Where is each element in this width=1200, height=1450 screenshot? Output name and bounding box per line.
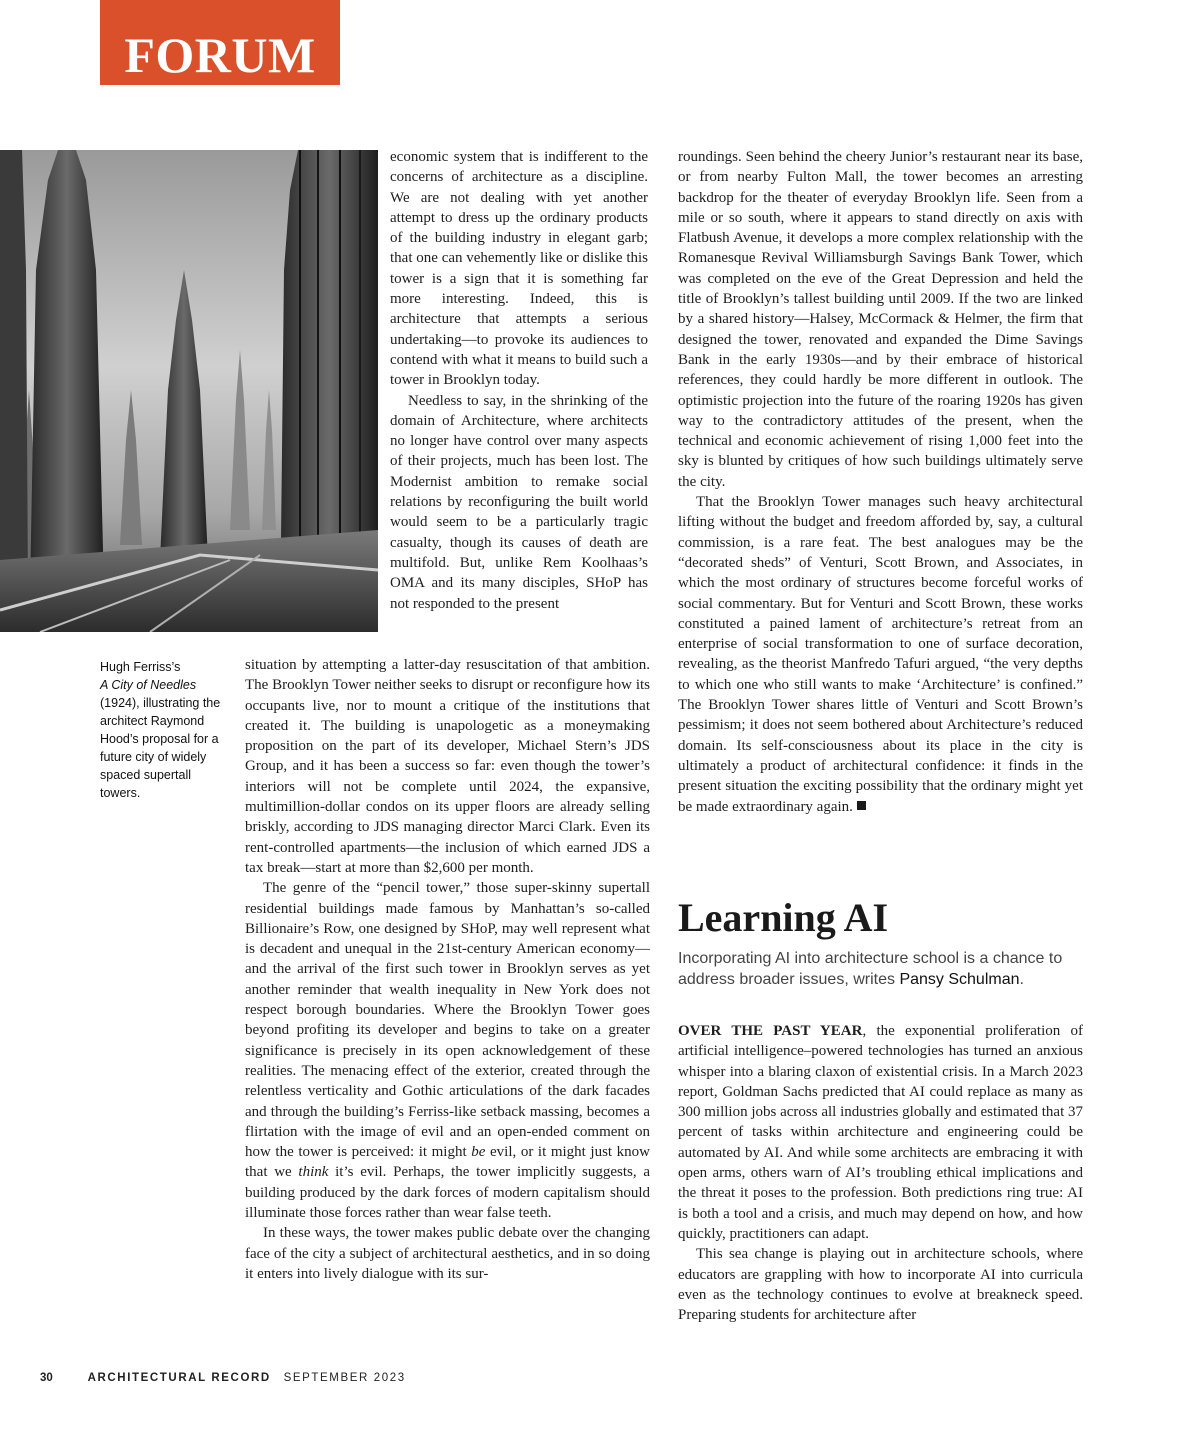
- article-column-1-top: [390, 147, 648, 614]
- article-paragraph: [245, 878, 650, 1223]
- article-column-2-bottom: [678, 1021, 1083, 1325]
- lead-in: OVER THE PAST YEAR: [678, 1023, 863, 1039]
- magazine-name: ARCHITECTURAL RECORD: [87, 1372, 271, 1384]
- article-author: Pansy Schulman: [899, 971, 1020, 988]
- article-paragraph: This sea change is playing out in architecture schools, where educators are grappling with how to incorporate AI into curricula even as the technology continues to evolve at breakneck speed. Preparing students for architecture after: [678, 1246, 1083, 1324]
- page-footer: [40, 1372, 406, 1384]
- article-deck: [678, 948, 1088, 990]
- deck-text: Incorporating AI into architecture school is a chance to address broader issues, writes: [678, 950, 1063, 988]
- figure-caption: [100, 658, 230, 802]
- paragraph-text: , the exponential proliferation of artificial intelligence–powered technologies has turned an anxious whisper into a blaring claxon of existential crisis. In a March 2023 report, Goldman Sachs predicted that AI could replace as many as 300 million jobs across all industries globally and estimated that 37 percent of tasks within architecture and engineering could be automated by AI. And while some architects are embracing it with open arms, others warn of AI’s troubling ethical implications and the threat it poses to the profession. Both predictions ring true: AI is both a tool and a crisis, and much may depend on how, and how quickly, practitioners can adapt.: [678, 1023, 1083, 1242]
- forum-label: FORUM: [124, 27, 316, 83]
- city-of-needles-illustration: [0, 150, 378, 632]
- article-column-2-top: [678, 147, 1083, 817]
- article-title: Learning AI: [678, 895, 889, 940]
- caption-text: (1924), illustrating the architect Raymond Hood’s proposal for a future city of widely spaced supertall towers.: [100, 696, 221, 800]
- article-paragraph: [678, 492, 1083, 817]
- deck-end: .: [1019, 971, 1024, 988]
- emphasis-text: be: [471, 1144, 486, 1161]
- end-of-article-mark: [857, 801, 866, 810]
- article-paragraph: roundings. Seen behind the cheery Junior’s restaurant near its base, or from nearby Fulton Mall, the tower becomes an arresting backdrop for the theater of everyday Brooklyn life. Seen from a mile or so south, where it appears to stand directly on axis with Flatbush Avenue, it develops a more complex relationship with the Romanesque Revival Williamsburgh Savings Bank Tower, which was completed on the eve of the Great Depression and held the title of Brooklyn’s tallest building until 2009. If the two are linked by a shared history—Halsey, McCormack & Helmer, the firm that designed the tower, renovated and expanded the Dime Savings Bank in the early 1930s—and by their embrace of historical references, they could hardly be more different in outlook. The optimistic projection into the future of the roaring 1920s has given way to the contradictory attitudes of the present, when the technical and economic achievement of rising 1,000 feet into the sky is blunted by critiques of how such buildings ultimately serve the city.: [678, 149, 1083, 490]
- article-paragraph: [678, 1021, 1083, 1244]
- caption-author: Hugh Ferriss’s: [100, 660, 181, 674]
- forum-banner: [100, 0, 340, 85]
- article-paragraph: economic system that is indifferent to the concerns of architecture as a discipline. We are not dealing with yet another attempt to dress up the ordinary products of the building industry in elegant garb; that one can vehemently like or dislike this tower is a sign that it is something far more interesting. Indeed, this is architecture that attempts a serious undertaking—to provoke its audiences to contend with what it means to build such a tower in Brooklyn today.: [390, 149, 648, 389]
- paragraph-text: The genre of the “pencil tower,” those super-skinny supertall residential buildings made famous by Manhattan’s so-called Billionaire’s Row, one designed by SHoP, may well represent what is decadent and unequal in the 21st-century American economy—and the arrival of the first such tower in Brooklyn serves as yet another reminder that wealth inequality in New York does not respect borough boundaries. Where the Brooklyn Tower goes beyond profiting its developer and begins to take on a greater significance is precisely in its open acknowledgement of these realities. The menacing effect of the exterior, created through the relentless verticality and Gothic articulations of the dark facades and through the building’s Ferriss-like setback massing, becomes a flirtation with the image of evil and an open-ended comment on how the tower is perceived: it might: [245, 880, 650, 1161]
- article-paragraph: Needless to say, in the shrinking of the domain of Architecture, where architects no longer have control over many aspects of their projects, much has been lost. The Modernist ambition to remake social relations by reconfiguring the built world would seem to be a particularly tragic casualty, though its causes of death are multifold. But, unlike Rem Koolhaas’s OMA and its many disciples, SHoP has not responded to the present: [390, 392, 648, 612]
- caption-title: A City of Needles: [100, 678, 197, 692]
- page-number: 30: [40, 1372, 53, 1384]
- article-paragraph: situation by attempting a latter-day resuscitation of that ambition. The Brooklyn Tower neither seeks to disrupt or reconfigure how its occupants live, nor to mount a critique of the institutions that created it. The building is unapologetic as a moneymaking proposition on the part of its developer, Michael Stern’s JDS Group, and it has been a success so far: even though the tower’s interiors will not be complete until 2024, the expansive, multimillion-dollar condos on its upper floors are already selling briskly, according to JDS managing director Marci Clark. Even its rent-controlled apartments—the inclusion of which earned JDS a tax break—start at more than $2,600 per month.: [245, 657, 650, 876]
- paragraph-text: evil, or it might just know that we: [245, 1144, 651, 1181]
- issue-date: SEPTEMBER 2023: [283, 1372, 406, 1384]
- paragraph-text: it’s evil. Perhaps, the tower implicitly suggests, a building produced by the dark forces of modern capitalism should illuminate those forces rather than wear false teeth.: [245, 1164, 651, 1222]
- illustration-drawing: [0, 150, 378, 632]
- emphasis-text: think: [298, 1164, 329, 1181]
- article-column-1-bottom: [245, 655, 650, 1284]
- paragraph-text: That the Brooklyn Tower manages such heavy architectural lifting without the budget and freedom afforded by, say, a cultural commission, is a rare feat. The best analogues may be the “decorated sheds” of Venturi, Scott Brown, and Associates, in which the most ordinary of structures become forceful works of social commentary. But for Venturi and Scott Brown, these works constituted a pained lament of architecture’s retreat from an enterprise of social transformation to one of surface decoration, revealing, as the theorist Manfredo Tafuri argued, “the very depths to which one who still wants to make ‘Architecture’ is confined.” The Brooklyn Tower shares little of Venturi and Scott Brown’s pessimism; it does not seem bothered about Architecture’s reduced domain. Its self-consciousness about its place in the city is ultimately a product of architectural confidence: it finds in the present situation the exciting possibility that the ordinary might yet be made extraordinary again.: [678, 494, 1083, 815]
- article-paragraph: In these ways, the tower makes public debate over the changing face of the city a subject of architectural aesthetics, and in so doing it enters into lively dialogue with its sur-: [245, 1225, 650, 1282]
